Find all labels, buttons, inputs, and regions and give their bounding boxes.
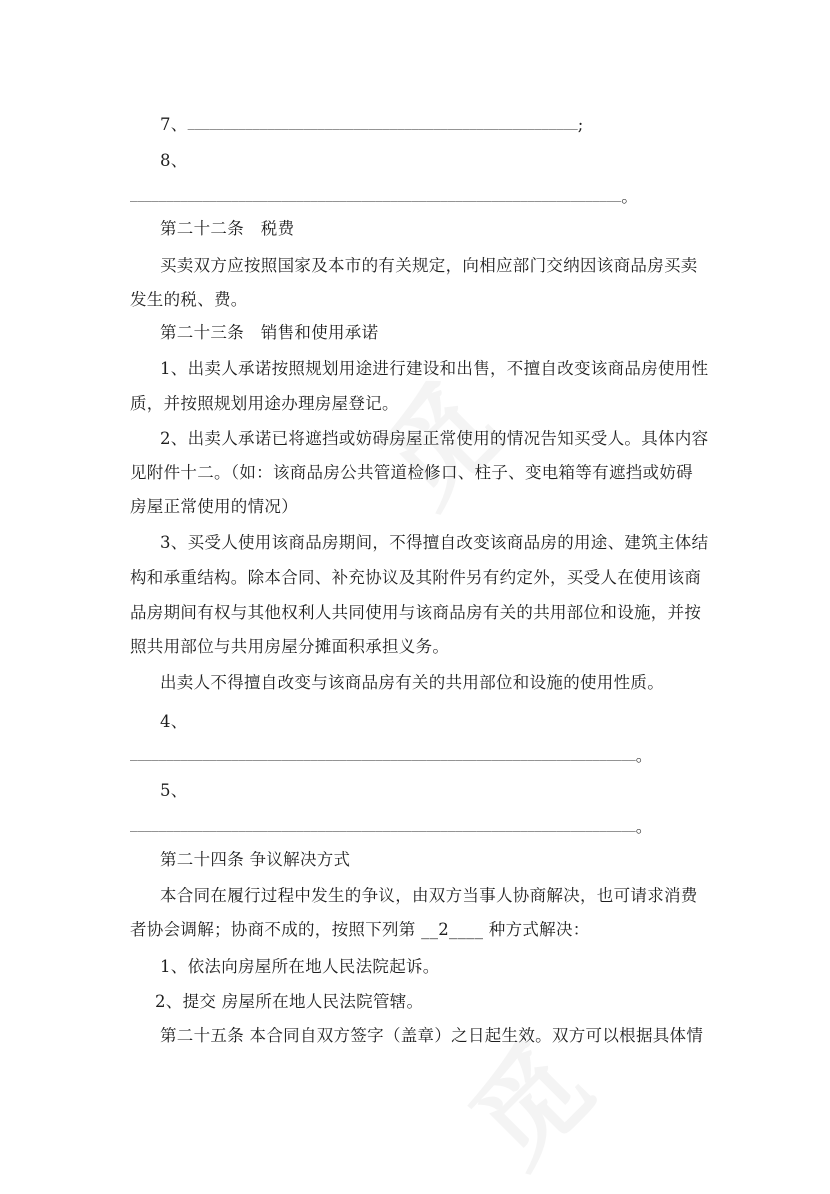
paragraph: 照共用部位与共用房屋分摊面积承担义务。 (130, 637, 450, 656)
list-item-4-blank (130, 745, 653, 767)
article-24-heading: 第二十四条 争议解决方式 (160, 850, 351, 869)
list-item-8-blank (130, 186, 638, 208)
list-item-7 (160, 114, 584, 136)
option-1: 1、依法向房屋所在地人民法院起诉。 (160, 957, 440, 976)
fill-in-blank: ______________________________________________________________________ (130, 747, 636, 761)
paragraph: 3、买受人使用该商品房期间，不得擅自改变该商品房的用途、建筑主体结 (160, 533, 709, 552)
paragraph: 2、出卖人承诺已将遮挡或妨碍房屋正常使用的情况告知买受人。具体内容 (160, 429, 709, 448)
item-number: 4、 (160, 712, 188, 731)
paragraph: 1、出卖人承诺按照规划用途进行建设和出售，不擅自改变该商品房使用性 (160, 359, 709, 378)
item-end: ; (577, 115, 584, 134)
paragraph: 本合同在履行过程中发生的争议，由双方当事人协商解决，也可请求消费 (160, 886, 698, 905)
fill-in-blank: ______________________________________________________ (187, 116, 578, 130)
article-23-heading: 第二十三条 销售和使用承诺 (160, 323, 379, 342)
paragraph: 质，并按照规划用途办理房屋登记。 (130, 394, 399, 413)
list-item-5-blank (130, 816, 653, 838)
paragraph: 见附件十二。（如：该商品房公共管道检修口、柱子、变电箱等有遮挡或妨碍 (130, 463, 693, 482)
paragraph: 构和承重结构。除本合同、补充协议及其附件另有约定外，买受人在使用该商 (130, 568, 702, 587)
fill-in-blank: ______________________________________________________________________ (130, 818, 636, 832)
paragraph: 出卖人不得擅自改变与该商品房有关的共用部位和设施的使用性质。 (160, 673, 664, 692)
paragraph: 房屋正常使用的情况） (130, 497, 298, 516)
option-2: 2、提交 房屋所在地人民法院管辖。 (155, 992, 424, 1011)
article-25-paragraph: 第二十五条 本合同自双方签字（盖章）之日起生效。双方可以根据具体情 (160, 1026, 704, 1045)
item-number: 8、 (160, 151, 188, 170)
item-end: 。 (621, 187, 639, 206)
list-item-4 (160, 711, 188, 733)
item-end: 。 (635, 817, 653, 836)
paragraph: 品房期间有权与其他权利人共同使用与该商品房有关的共用部位和设施，并按 (130, 603, 702, 622)
fill-in-blank: ____________________________________________________________________ (130, 188, 622, 202)
article-22-heading: 第二十二条 税费 (160, 219, 295, 238)
paragraph: 买卖双方应按照国家及本市的有关规定，向相应部门交纳因该商品房买卖 (160, 256, 698, 275)
paragraph: 发生的税、费。 (130, 290, 248, 309)
item-number: 7、 (160, 115, 188, 134)
list-item-5 (160, 780, 188, 802)
item-end: 。 (635, 746, 653, 765)
item-number: 5、 (160, 781, 188, 800)
list-item-8 (160, 150, 188, 172)
paragraph: 者协会调解；协商不成的，按照下列第 __2____ 种方式解决： (130, 920, 590, 939)
